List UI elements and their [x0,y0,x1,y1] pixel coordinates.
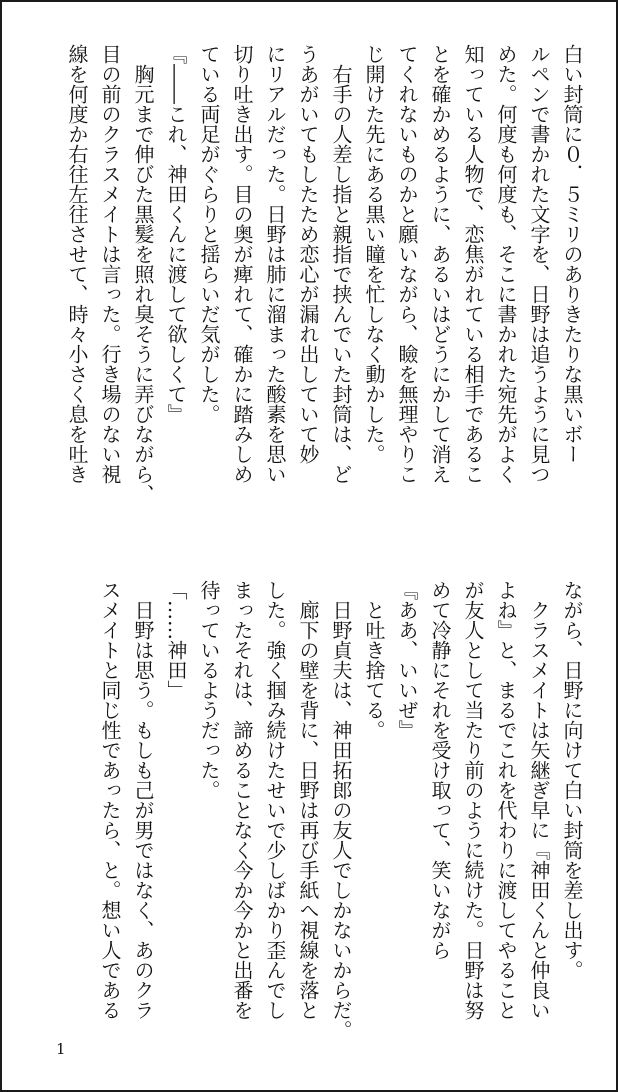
text-line: てくれないものかと願いながら、瞼を無理やりこ [395,44,419,484]
text-line: スメイトと同じ性であったら、と。想い人である [98,580,122,1020]
text-line: まったそれは、諦めることなく今か今かと出番を [230,580,254,1020]
text-line: 目の前のクラスメイトは言った。行き場のない視 [98,44,122,484]
text-line: 切り吐き出す。目の奥が痺れて、確かに踏みしめ [230,44,254,484]
text-line: じ開けた先にある黒い瞳を忙しなく動かした。 [362,44,386,464]
text-line: 日野貞夫は、神田拓郎の友人でしかないからだ。 [329,580,353,1040]
text-line: 白い封筒に０．５ミリのありきたりな黒いボー [560,44,584,464]
text-line: ルペンで書かれた文字を、日野は追うように見つ [527,44,551,484]
text-line: めた。何度も何度も、そこに書かれた宛先がよく [494,44,518,484]
text-line: 知っている人物で、恋焦がれている相手であるこ [461,44,485,484]
text-line: 右手の人差し指と親指で挟んでいた封筒は、ど [329,44,353,484]
text-line: が友人として当たり前のように続けた。日野は努 [461,580,485,1020]
text-line: とを確かめるように、あるいはどうにかして消え [428,44,452,484]
text-line: 待っているようだった。 [197,580,221,800]
text-line: 『――これ、神田くんに渡して欲しくて』 [164,44,188,424]
text-line: にリアルだった。日野は肺に溜まった酸素を思い [263,44,287,484]
text-line: ながら、日野に向けて白い封筒を差し出す。 [560,580,584,980]
text-line: 日野は思う。もしも己が男ではなく、あのクラ [131,580,155,1020]
text-line: 『ああ、いいぜ』 [395,580,419,740]
text-block-bottom [93,580,588,1040]
text-line: と吐き捨てる。 [362,580,386,740]
text-line: よね』と、まるでこれを代わりに渡してやること [494,580,518,1020]
page-number: 1 [56,1040,66,1058]
text-line: クラスメイトは矢継ぎ早に『神田くんと仲良い [527,580,551,1020]
text-line: した。強く掴み続けたせいで少しばかり歪んでし [263,580,287,1020]
text-line: めて冷静にそれを受け取って、笑いながら [428,580,452,960]
text-line: うあがいてもしたため恋心が漏れ出していて妙 [296,44,320,464]
text-line: 「……神田」 [164,580,188,700]
text-line: 胸元まで伸びた黒髪を照れ臭そうに弄びながら、 [131,44,155,504]
text-block-top [60,44,588,529]
text-line: 廊下の壁を背に、日野は再び手紙へ視線を落と [296,580,320,1020]
text-line: 線を何度か右往左往させて、時々小さく息を吐き [65,44,89,484]
text-line: ている両足がぐらりと揺らいだ気がした。 [197,44,221,424]
